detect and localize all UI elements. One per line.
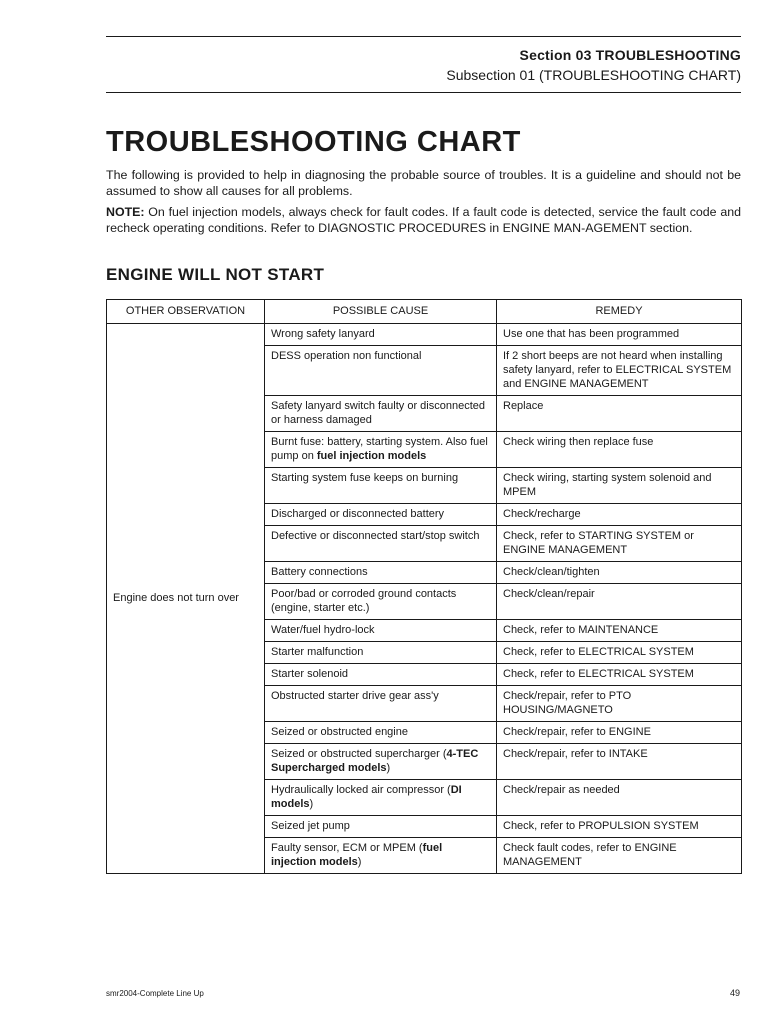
possible-cause-cell: Wrong safety lanyard bbox=[265, 324, 497, 346]
possible-cause-cell: Starter malfunction bbox=[265, 642, 497, 664]
cause-text-suffix: ) bbox=[357, 856, 362, 868]
remedy-cell: Check/repair as needed bbox=[497, 780, 742, 816]
remedy-cell: Use one that has been programmed bbox=[497, 324, 742, 346]
cause-model-emphasis: fuel injection models bbox=[316, 450, 427, 462]
remedy-cell: If 2 short beeps are not heard when installing safety lanyard, refer to ELECTRICAL SYSTEM and ENGINE MANAGEMENT bbox=[497, 346, 742, 396]
possible-cause-cell: Seized or obstructed engine bbox=[265, 722, 497, 744]
possible-cause-cell: Discharged or disconnected battery bbox=[265, 504, 497, 526]
cause-model-emphasis: DI models bbox=[271, 784, 462, 810]
remedy-cell: Check/repair, refer to INTAKE bbox=[497, 744, 742, 780]
possible-cause-cell: DESS operation non functional bbox=[265, 346, 497, 396]
note-text: On fuel injection models, always check for fault codes. If a fault code is detected, service the fault code and recheck operating conditions. Refer to DIAGNOSTIC PROCEDURES in ENGINE MAN-AGEMENT section. bbox=[106, 205, 741, 235]
remedy-cell: Check wiring, starting system solenoid and MPEM bbox=[497, 468, 742, 504]
header-bottom-rule bbox=[106, 92, 741, 93]
cause-model-emphasis: 4-TEC Supercharged models bbox=[271, 748, 479, 774]
remedy-cell: Check/recharge bbox=[497, 504, 742, 526]
remedy-cell: Check, refer to PROPULSION SYSTEM bbox=[497, 816, 742, 838]
cause-text: Hydraulically locked air compressor ( bbox=[271, 784, 451, 796]
possible-cause-cell: Starting system fuse keeps on burning bbox=[265, 468, 497, 504]
possible-cause-cell: Starter solenoid bbox=[265, 664, 497, 686]
subsection-title: Subsection 01 (TROUBLESHOOTING CHART) bbox=[446, 67, 741, 83]
possible-cause-cell: Battery connections bbox=[265, 562, 497, 584]
troubleshooting-table bbox=[106, 299, 742, 874]
remedy-cell: Check, refer to STARTING SYSTEM or ENGINE MANAGEMENT bbox=[497, 526, 742, 562]
remedy-cell: Check/clean/tighten bbox=[497, 562, 742, 584]
remedy-cell: Check fault codes, refer to ENGINE MANAGEMENT bbox=[497, 838, 742, 874]
possible-cause-cell: Defective or disconnected start/stop switch bbox=[265, 526, 497, 562]
remedy-cell: Check/repair, refer to ENGINE bbox=[497, 722, 742, 744]
engine-will-not-start-heading: ENGINE WILL NOT START bbox=[106, 265, 325, 284]
header-other-observation: OTHER OBSERVATION bbox=[107, 300, 265, 324]
remedy-cell: Check, refer to MAINTENANCE bbox=[497, 620, 742, 642]
note-paragraph bbox=[106, 205, 741, 236]
footer-doc-id: smr2004-Complete Line Up bbox=[106, 989, 204, 998]
remedy-cell: Check/repair, refer to PTO HOUSING/MAGNETO bbox=[497, 686, 742, 722]
possible-cause-cell bbox=[265, 838, 497, 874]
intro-paragraph: The following is provided to help in diagnosing the probable source of troubles. It is a guideline and should not be assumed to show all causes for all problems. bbox=[106, 168, 741, 198]
remedy-cell: Check, refer to ELECTRICAL SYSTEM bbox=[497, 642, 742, 664]
cause-text: Seized or obstructed supercharger ( bbox=[271, 748, 447, 760]
table-body bbox=[107, 324, 742, 874]
note-label: NOTE: bbox=[106, 205, 145, 219]
page-title: TROUBLESHOOTING CHART bbox=[106, 126, 521, 158]
remedy-cell: Replace bbox=[497, 396, 742, 432]
table-header-row bbox=[107, 300, 742, 324]
cause-model-emphasis: fuel injection models bbox=[271, 842, 443, 868]
section-title: Section 03 TROUBLESHOOTING bbox=[519, 47, 741, 63]
cause-text-suffix: ) bbox=[386, 762, 391, 774]
possible-cause-cell bbox=[265, 432, 497, 468]
cause-text-suffix: ) bbox=[309, 798, 314, 810]
other-observation-cell: Engine does not turn over bbox=[107, 324, 265, 874]
remedy-cell: Check/clean/repair bbox=[497, 584, 742, 620]
header-top-rule bbox=[106, 36, 741, 37]
cause-text: Burnt fuse: battery, starting system. Also fuel pump on bbox=[271, 436, 488, 462]
possible-cause-cell: Obstructed starter drive gear ass'y bbox=[265, 686, 497, 722]
remedy-cell: Check wiring then replace fuse bbox=[497, 432, 742, 468]
possible-cause-cell: Seized jet pump bbox=[265, 816, 497, 838]
possible-cause-cell bbox=[265, 744, 497, 780]
possible-cause-cell bbox=[265, 780, 497, 816]
header-remedy: REMEDY bbox=[497, 300, 742, 324]
remedy-cell: Check, refer to ELECTRICAL SYSTEM bbox=[497, 664, 742, 686]
possible-cause-cell: Poor/bad or corroded ground contacts (engine, starter etc.) bbox=[265, 584, 497, 620]
table-row bbox=[107, 324, 742, 346]
page-number: 49 bbox=[729, 988, 740, 998]
possible-cause-cell: Safety lanyard switch faulty or disconnected or harness damaged bbox=[265, 396, 497, 432]
cause-text: Faulty sensor, ECM or MPEM ( bbox=[271, 842, 423, 854]
header-possible-cause: POSSIBLE CAUSE bbox=[265, 300, 497, 324]
possible-cause-cell: Water/fuel hydro-lock bbox=[265, 620, 497, 642]
